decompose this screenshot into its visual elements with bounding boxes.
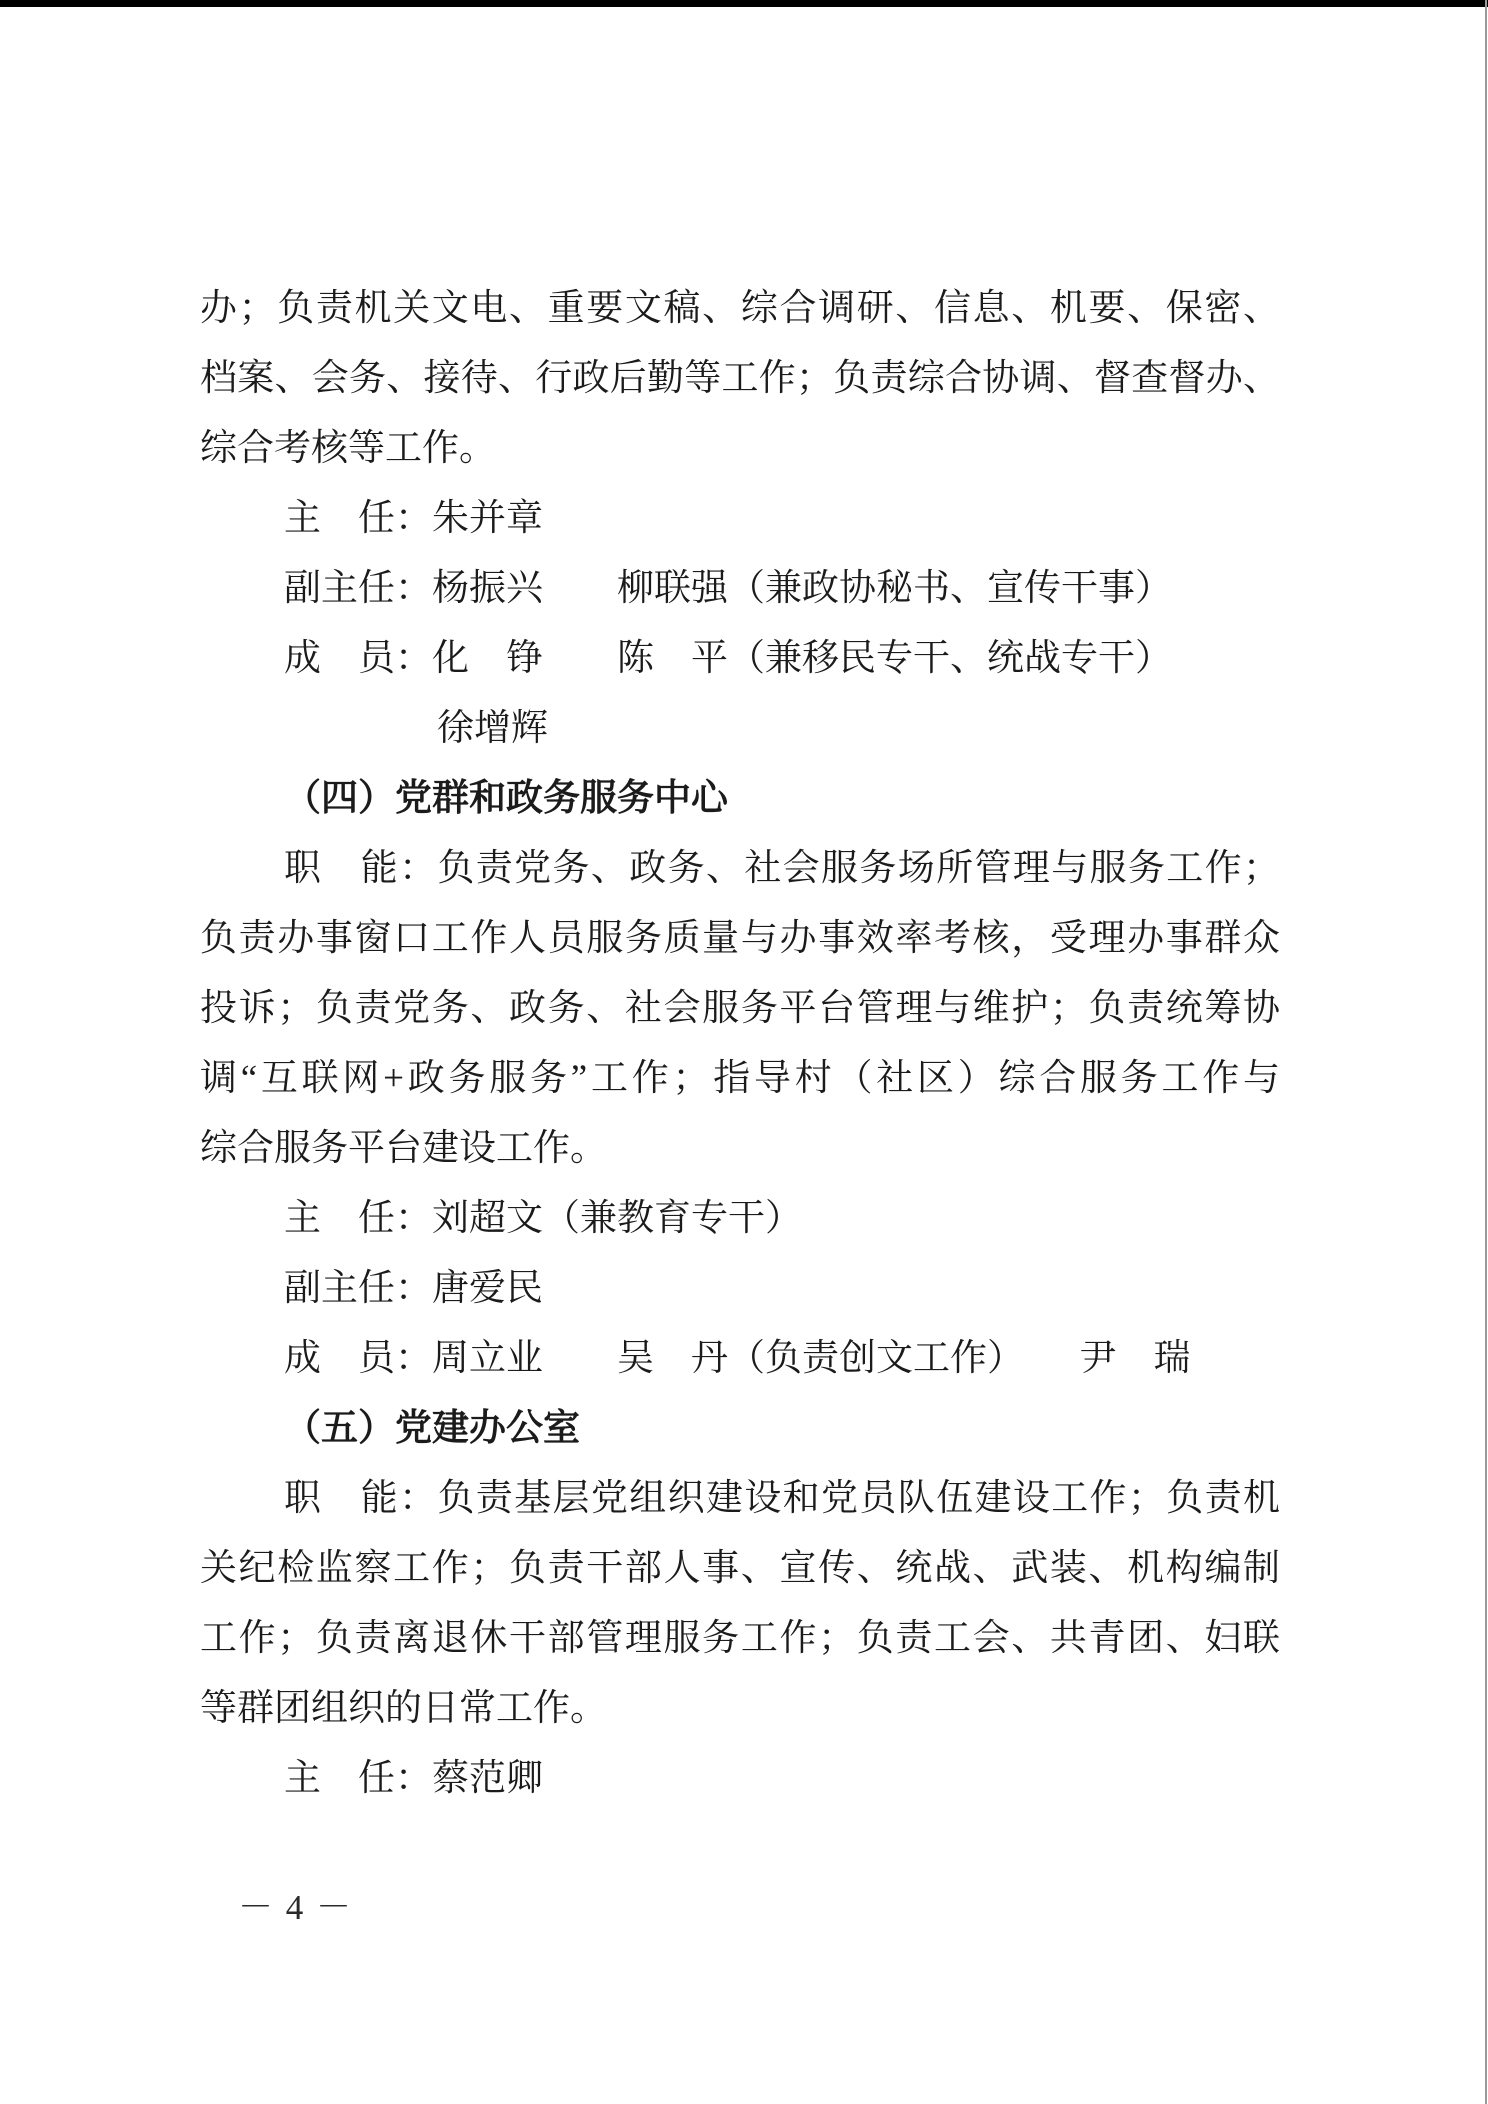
paragraph-line: 档案、会务、接待、行政后勤等工作；负责综合协调、督查督办、 bbox=[200, 358, 1280, 399]
scan-top-border bbox=[0, 0, 1488, 7]
section-4-heading: （四）党群和政务服务中心 bbox=[284, 778, 728, 819]
function-paragraph-line: 关纪检监察工作；负责干部人事、宣传、统战、武装、机构编制 bbox=[200, 1548, 1280, 1589]
deputy-director-line: 副主任：唐爱民 bbox=[284, 1268, 543, 1309]
members-line: 成 员：周立业 吴 丹（负责创文工作） 尹 瑞 bbox=[284, 1338, 1191, 1379]
director-line: 主 任：朱并章 bbox=[284, 498, 543, 539]
director-line: 主 任：刘超文（兼教育专干） bbox=[284, 1198, 802, 1239]
member-continuation-line: 徐增辉 bbox=[437, 708, 548, 749]
page-number: － 4 － bbox=[238, 1888, 354, 1927]
paragraph-line: 综合考核等工作。 bbox=[200, 428, 496, 469]
function-paragraph-line: 职 能：负责基层党组织建设和党员队伍建设工作；负责机 bbox=[284, 1478, 1280, 1519]
function-paragraph-line: 等群团组织的日常工作。 bbox=[200, 1688, 607, 1729]
paragraph-line: 办；负责机关文电、重要文稿、综合调研、信息、机要、保密、 bbox=[200, 288, 1280, 329]
function-paragraph-line: 投诉；负责党务、政务、社会服务平台管理与维护；负责统筹协 bbox=[200, 988, 1280, 1029]
scan-right-border bbox=[1485, 0, 1487, 2104]
section-5-heading: （五）党建办公室 bbox=[284, 1408, 580, 1449]
function-paragraph-line: 综合服务平台建设工作。 bbox=[200, 1128, 607, 1169]
function-paragraph-line: 负责办事窗口工作人员服务质量与办事效率考核，受理办事群众 bbox=[200, 918, 1280, 959]
function-paragraph-line: 职 能：负责党务、政务、社会服务场所管理与服务工作； bbox=[284, 848, 1280, 889]
document-body bbox=[200, 274, 1280, 1814]
director-line: 主 任：蔡范卿 bbox=[284, 1758, 543, 1799]
members-line: 成 员：化 铮 陈 平（兼移民专干、统战专干） bbox=[284, 638, 1172, 679]
function-paragraph-line: 调“互联网+政务服务”工作；指导村（社区）综合服务工作与 bbox=[200, 1058, 1280, 1099]
function-paragraph-line: 工作；负责离退休干部管理服务工作；负责工会、共青团、妇联 bbox=[200, 1618, 1280, 1659]
deputy-director-line: 副主任：杨振兴 柳联强（兼政协秘书、宣传干事） bbox=[284, 568, 1172, 609]
